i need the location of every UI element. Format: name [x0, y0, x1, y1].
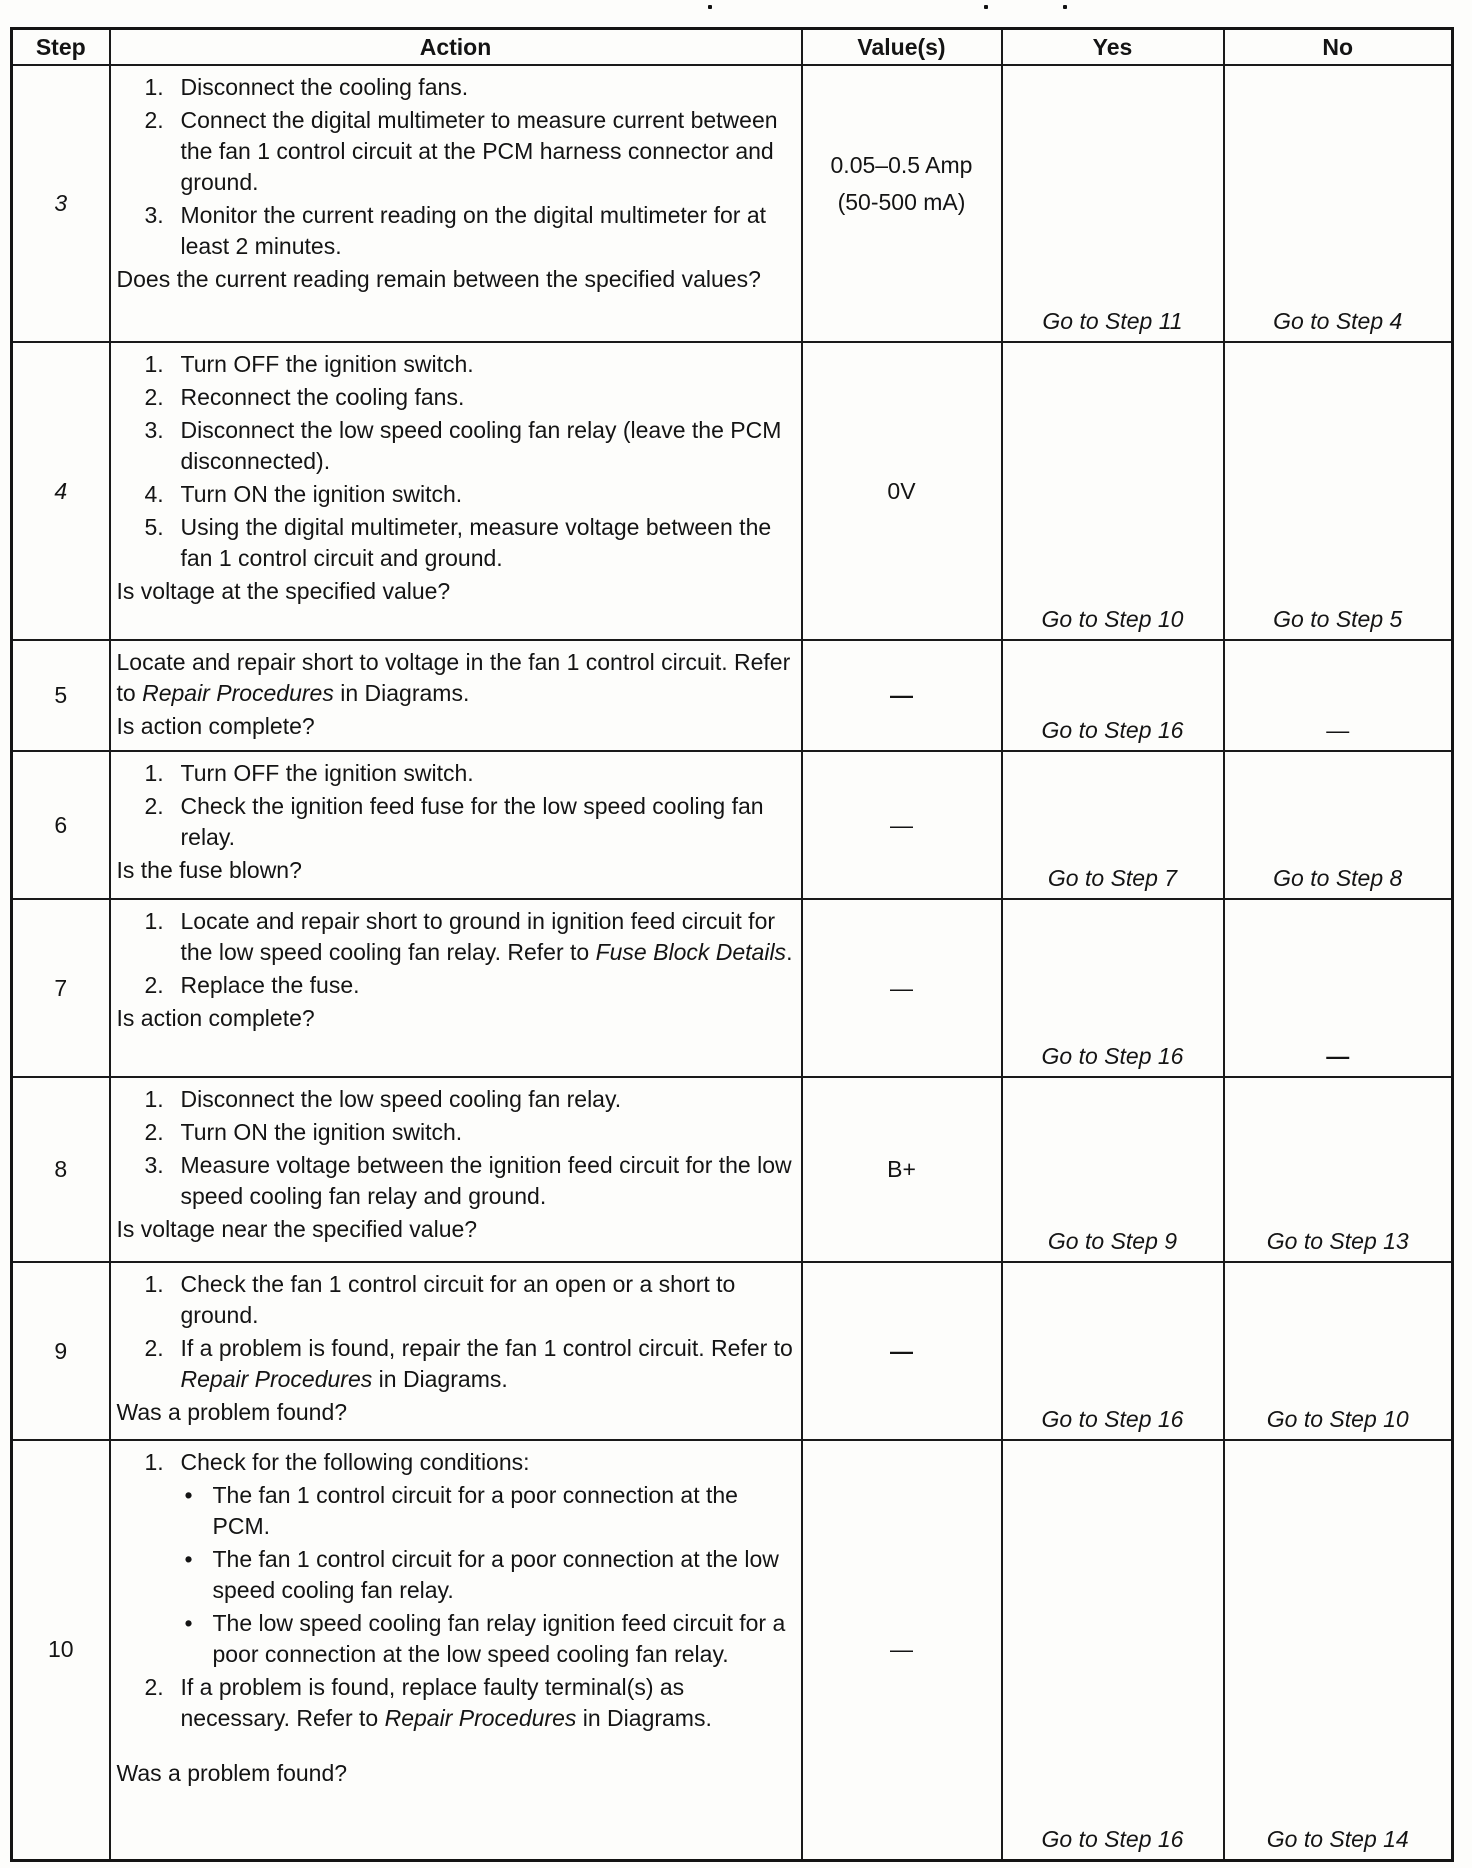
- question-text: Does the current reading remain between the specified values?: [116, 266, 761, 292]
- step-text: Connect the digital multimeter to measure current between the fan 1 control circuit at the PCM harness connector and ground.: [180, 107, 778, 195]
- step-index: 2.: [144, 1119, 164, 1145]
- condition-item: [181, 1480, 795, 1542]
- value-cell: —: [802, 1440, 1002, 1860]
- step-text: Turn ON the ignition switch.: [180, 1119, 463, 1145]
- step-index: 3.: [144, 202, 164, 228]
- action-steps: [117, 72, 795, 262]
- step-text: Measure voltage between the ignition feed circuit for the low speed cooling fan relay and ground.: [180, 1152, 792, 1209]
- step-text: Disconnect the cooling fans.: [180, 74, 469, 100]
- action-step: [117, 1150, 795, 1212]
- action-cell: [110, 1440, 802, 1860]
- scan-speck: [1063, 5, 1067, 9]
- yes-cell: Go to Step 16: [1002, 1440, 1224, 1860]
- step-text: If a problem is found, replace faulty terminal(s) as necessary. Refer to: [180, 1674, 685, 1731]
- table-row: [12, 1440, 1453, 1860]
- action-cell: [110, 342, 802, 640]
- table-row: [12, 640, 1453, 751]
- action-step: [117, 105, 795, 198]
- step-text: Monitor the current reading on the digital multimeter for at least 2 minutes.: [180, 202, 767, 259]
- condition-item: [181, 1608, 795, 1670]
- step-number: 4: [12, 342, 110, 640]
- step-text: in Diagrams.: [576, 1705, 712, 1731]
- step-text: Turn OFF the ignition switch.: [180, 351, 474, 377]
- bullet-icon: •: [184, 1610, 193, 1636]
- yes-cell: Go to Step 16: [1002, 899, 1224, 1077]
- condition-text: The fan 1 control circuit for a poor connection at the PCM.: [212, 1482, 738, 1539]
- step-text: Check the ignition feed fuse for the low speed cooling fan relay.: [180, 793, 764, 850]
- table-row: [12, 65, 1453, 342]
- step-text: Reconnect the cooling fans.: [180, 384, 465, 410]
- action-cell: [110, 899, 802, 1077]
- question-text: Is the fuse blown?: [116, 857, 302, 883]
- step-text: Disconnect the low speed cooling fan relay.: [180, 1086, 622, 1112]
- action-step: [117, 512, 795, 574]
- condition-item: [181, 1544, 795, 1606]
- question-text: Is voltage near the specified value?: [116, 1216, 478, 1242]
- action-steps: [117, 349, 795, 574]
- action-text: [117, 647, 795, 709]
- yes-cell: Go to Step 11: [1002, 65, 1224, 342]
- no-cell: —: [1224, 899, 1453, 1077]
- step-index: 1.: [144, 1086, 164, 1112]
- step-number: 8: [12, 1077, 110, 1262]
- yes-cell: Go to Step 9: [1002, 1077, 1224, 1262]
- step-text: .: [786, 939, 793, 965]
- reference-text: Fuse Block Details: [595, 939, 787, 965]
- action-step: [117, 479, 795, 510]
- spacer: [117, 1736, 795, 1756]
- action-steps: [117, 758, 795, 853]
- question-text: Is voltage at the specified value?: [116, 578, 451, 604]
- question-text: Was a problem found?: [116, 1399, 348, 1425]
- condition-list: [181, 1480, 795, 1670]
- action-step: [117, 1447, 795, 1670]
- step-index: 2.: [144, 1335, 164, 1361]
- step-index: 1.: [144, 74, 164, 100]
- step-index: 2.: [144, 1674, 164, 1700]
- condition-text: The fan 1 control circuit for a poor connection at the low speed cooling fan relay.: [212, 1546, 779, 1603]
- step-index: 1.: [144, 351, 164, 377]
- action-step: [117, 1117, 795, 1148]
- scan-speck: [984, 5, 988, 9]
- action-step: [117, 970, 795, 1001]
- header-step: Step: [12, 29, 110, 66]
- no-cell: Go to Step 4: [1224, 65, 1453, 342]
- table-header-row: [12, 29, 1453, 66]
- reference-text: Repair Procedures: [180, 1366, 373, 1392]
- action-cell: [110, 65, 802, 342]
- action-steps: [117, 906, 795, 1001]
- action-step: [117, 1084, 795, 1115]
- action-step: [117, 1333, 795, 1395]
- bullet-icon: •: [184, 1482, 193, 1508]
- bullet-icon: •: [184, 1546, 193, 1572]
- action-steps: [117, 1447, 795, 1734]
- step-index: 1.: [144, 908, 164, 934]
- table-row: [12, 899, 1453, 1077]
- yes-cell: Go to Step 16: [1002, 640, 1224, 751]
- table-row: [12, 751, 1453, 899]
- step-index: 1.: [144, 1449, 164, 1475]
- action-cell: [110, 751, 802, 899]
- question-text: Is action complete?: [116, 713, 315, 739]
- step-index: 2.: [144, 972, 164, 998]
- action-step: [117, 415, 795, 477]
- diagnostic-table: [10, 27, 1454, 1862]
- value-cell: B+: [802, 1077, 1002, 1262]
- question-text: Was a problem found?: [116, 1760, 348, 1786]
- step-index: 3.: [144, 1152, 164, 1178]
- step-number: 10: [12, 1440, 110, 1860]
- scan-specks: [0, 2, 1472, 12]
- step-text: If a problem is found, repair the fan 1 control circuit. Refer to: [180, 1335, 793, 1361]
- step-index: 2.: [144, 384, 164, 410]
- step-text: Turn OFF the ignition switch.: [180, 760, 474, 786]
- step-text: Locate and repair short to ground in ignition feed circuit for the low speed cooling fan relay. Refer to: [180, 908, 776, 965]
- step-number: 9: [12, 1262, 110, 1440]
- reference-text: Repair Procedures: [384, 1705, 577, 1731]
- yes-cell: Go to Step 10: [1002, 342, 1224, 640]
- action-step: [117, 72, 795, 103]
- value-cell: —: [802, 1262, 1002, 1440]
- scan-speck: [708, 5, 712, 9]
- no-cell: Go to Step 8: [1224, 751, 1453, 899]
- step-number: 3: [12, 65, 110, 342]
- step-text: in Diagrams.: [372, 1366, 508, 1392]
- step-text: Using the digital multimeter, measure voltage between the fan 1 control circuit and ground.: [180, 514, 772, 571]
- step-text: Disconnect the low speed cooling fan relay (leave the PCM disconnected).: [180, 417, 782, 474]
- step-number: 6: [12, 751, 110, 899]
- table-row: [12, 1077, 1453, 1262]
- value-cell: —: [802, 751, 1002, 899]
- action-text-part: in Diagrams.: [333, 680, 470, 706]
- action-step: [117, 758, 795, 789]
- table-row: [12, 342, 1453, 640]
- step-index: 5.: [144, 514, 164, 540]
- condition-text: The low speed cooling fan relay ignition feed circuit for a poor connection at the low speed cooling fan relay.: [212, 1610, 786, 1667]
- action-step: [117, 791, 795, 853]
- step-index: 2.: [144, 793, 164, 819]
- no-cell: Go to Step 14: [1224, 1440, 1453, 1860]
- step-index: 4.: [144, 481, 164, 507]
- action-text-part: Locate and repair short to voltage in the fan 1 control circuit. Refer to: [116, 649, 791, 706]
- step-text: Turn ON the ignition switch.: [180, 481, 463, 507]
- action-cell: [110, 640, 802, 751]
- action-step: [117, 1672, 795, 1734]
- header-yes: Yes: [1002, 29, 1224, 66]
- step-text: Check for the following conditions:: [180, 1449, 530, 1475]
- reference-text: Repair Procedures: [142, 680, 334, 706]
- value-cell: —: [802, 640, 1002, 751]
- step-index: 3.: [144, 417, 164, 443]
- header-values: Value(s): [802, 29, 1002, 66]
- header-no: No: [1224, 29, 1453, 66]
- action-cell: [110, 1077, 802, 1262]
- step-index: 1.: [144, 760, 164, 786]
- table-row: [12, 1262, 1453, 1440]
- action-step: [117, 382, 795, 413]
- action-step: [117, 1269, 795, 1331]
- step-number: 7: [12, 899, 110, 1077]
- action-steps: [117, 1084, 795, 1212]
- action-step: [117, 200, 795, 262]
- no-cell: Go to Step 13: [1224, 1077, 1453, 1262]
- step-index: 2.: [144, 107, 164, 133]
- header-action: Action: [110, 29, 802, 66]
- no-cell: Go to Step 5: [1224, 342, 1453, 640]
- action-steps: [117, 1269, 795, 1395]
- step-text: Replace the fuse.: [180, 972, 360, 998]
- no-cell: Go to Step 10: [1224, 1262, 1453, 1440]
- step-text: Check the fan 1 control circuit for an open or a short to ground.: [180, 1271, 736, 1328]
- action-step: [117, 906, 795, 968]
- yes-cell: Go to Step 7: [1002, 751, 1224, 899]
- value-line: 0.05–0.5 Amp: [830, 151, 973, 178]
- step-number: 5: [12, 640, 110, 751]
- step-index: 1.: [144, 1271, 164, 1297]
- value-cell: [802, 65, 1002, 342]
- value-cell: —: [802, 899, 1002, 1077]
- action-step: [117, 349, 795, 380]
- action-cell: [110, 1262, 802, 1440]
- value-line: (50-500 mA): [837, 188, 966, 215]
- value-cell: 0V: [802, 342, 1002, 640]
- yes-cell: Go to Step 16: [1002, 1262, 1224, 1440]
- no-cell: —: [1224, 640, 1453, 751]
- question-text: Is action complete?: [116, 1005, 315, 1031]
